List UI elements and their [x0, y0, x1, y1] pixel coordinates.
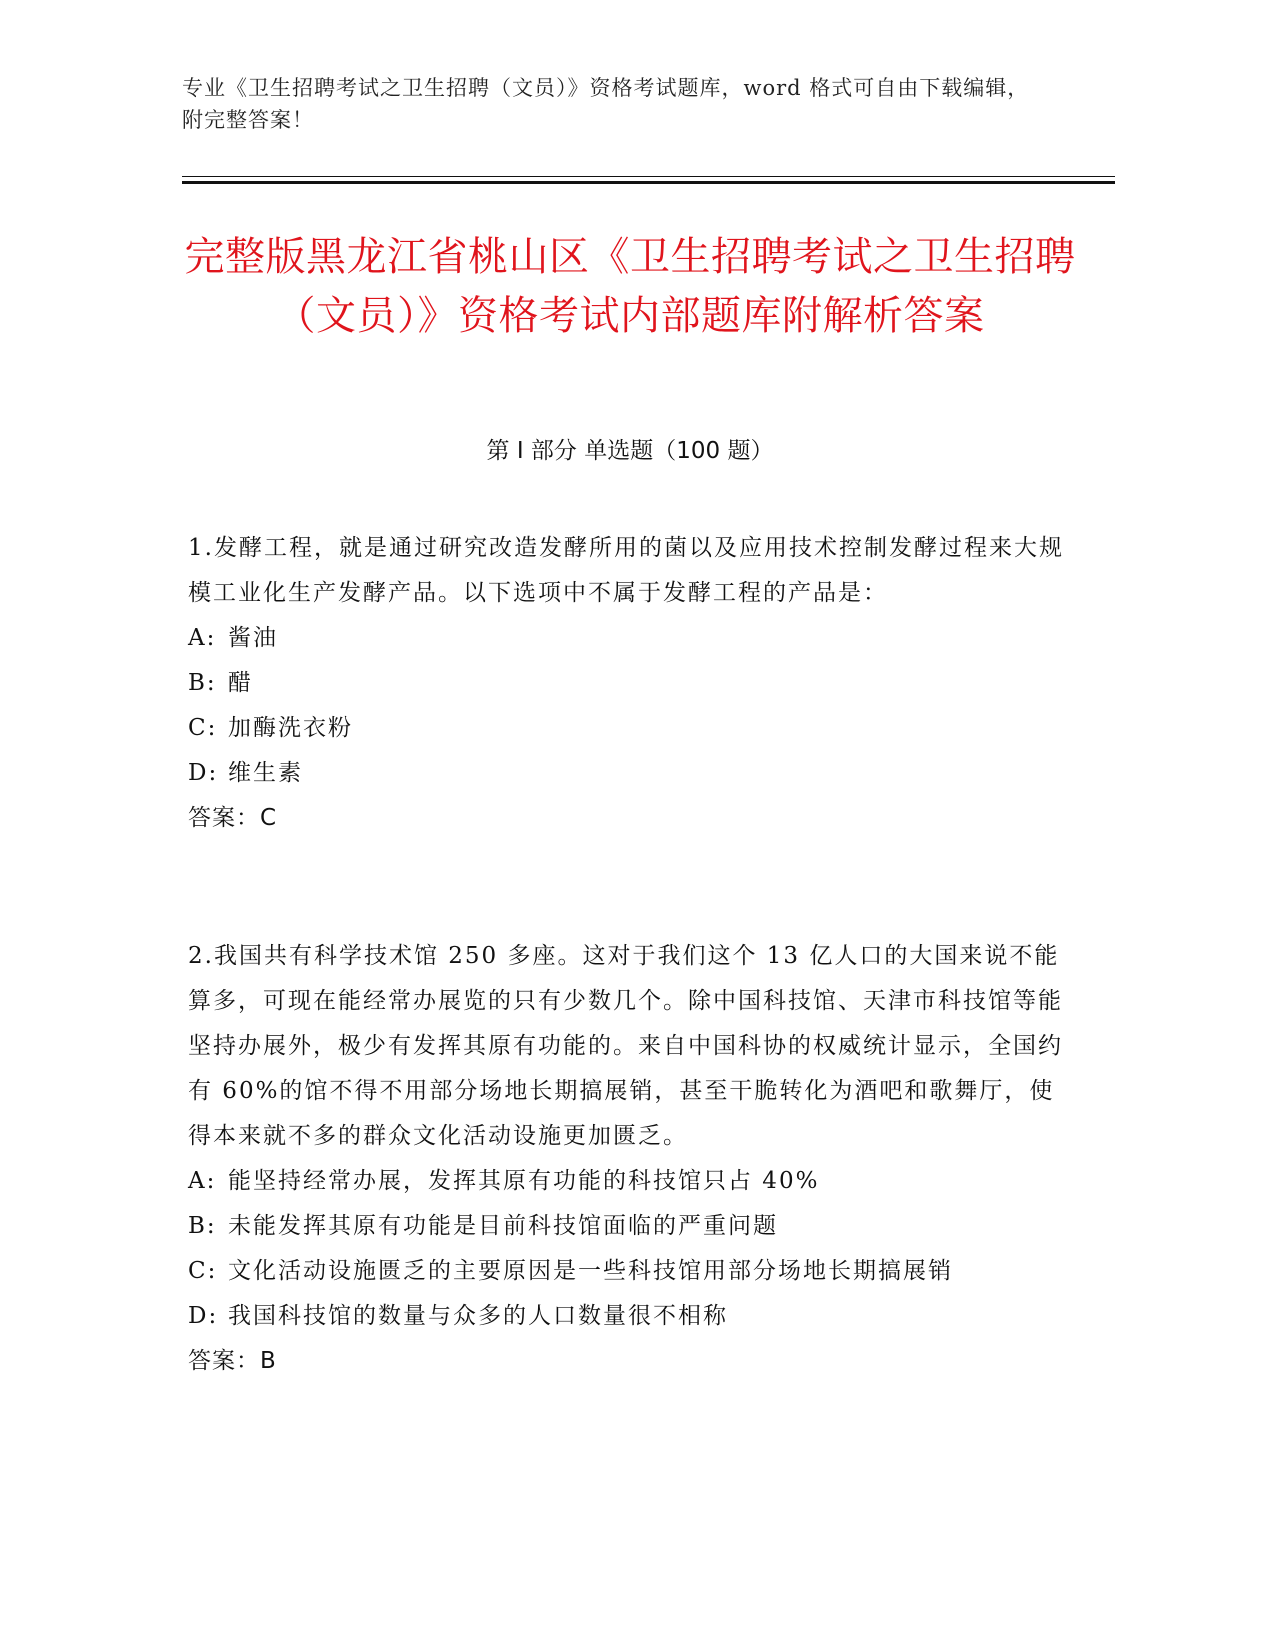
header-note: 专业《卫生招聘考试之卫生招聘（文员）》资格考试题库，word 格式可自由下载编辑，附完整答案！ — [182, 76, 1030, 132]
question-stem: 2.我国共有科学技术馆 250 多座。这对于我们这个 13 亿人口的大国来说不能算多，可现在能经常办展览的只有少数几个。除中国科技馆、天津市科技馆等能坚持办展外，极少有发挥其原有功能的。来自中国科协的权威统计显示，全国约有 60%的馆不得不用部分场地长期搞展销，甚至干脆转化为酒吧和歌舞厅，使得本来就不多的群众文化活动设施更加匮乏。 — [188, 943, 1063, 1149]
option-a — [188, 616, 1078, 661]
option-text: 文化活动设施匮乏的主要原因是一些科技馆用部分场地长期搞展销 — [228, 1258, 953, 1284]
option-c — [188, 1249, 1078, 1294]
section-heading: 第 I 部分 单选题（100 题） — [486, 438, 774, 464]
option-text: 我国科技馆的数量与众多的人口数量很不相称 — [228, 1303, 728, 1329]
header-divider-thin — [182, 176, 1115, 177]
option-text: 加酶洗衣粉 — [228, 715, 353, 741]
question-stem: 1.发酵工程，就是通过研究改造发酵所用的菌以及应用技术控制发酵过程来大规模工业化生产发酵产品。以下选项中不属于发酵工程的产品是： — [188, 535, 1064, 606]
option-c — [188, 706, 1078, 751]
answer-line: 答案：C — [188, 805, 278, 831]
option-key: D: — [188, 1303, 219, 1329]
option-d — [188, 751, 1078, 796]
option-key: B: — [188, 1213, 217, 1239]
option-key: D: — [188, 760, 219, 786]
option-text: 未能发挥其原有功能是目前科技馆面临的严重问题 — [228, 1213, 778, 1239]
option-text: 醋 — [228, 670, 253, 696]
option-key: A: — [188, 625, 217, 651]
question-1 — [188, 526, 1078, 841]
header-divider-thick — [182, 181, 1115, 184]
option-text: 维生素 — [228, 760, 303, 786]
option-key: C: — [188, 1258, 218, 1284]
option-key: A: — [188, 1168, 217, 1194]
question-2 — [188, 934, 1078, 1384]
option-b — [188, 661, 1078, 706]
document-title: 完整版黑龙江省桃山区《卫生招聘考试之卫生招聘（文员）》资格考试内部题库附解析答案 — [184, 234, 1076, 339]
option-key: C: — [188, 715, 218, 741]
option-text: 酱油 — [228, 625, 278, 651]
option-key: B: — [188, 670, 217, 696]
option-text: 能坚持经常办展，发挥其原有功能的科技馆只占 40% — [228, 1168, 820, 1194]
option-a — [188, 1159, 1078, 1204]
option-b — [188, 1204, 1078, 1249]
answer-line: 答案：B — [188, 1348, 277, 1374]
option-d — [188, 1294, 1078, 1339]
